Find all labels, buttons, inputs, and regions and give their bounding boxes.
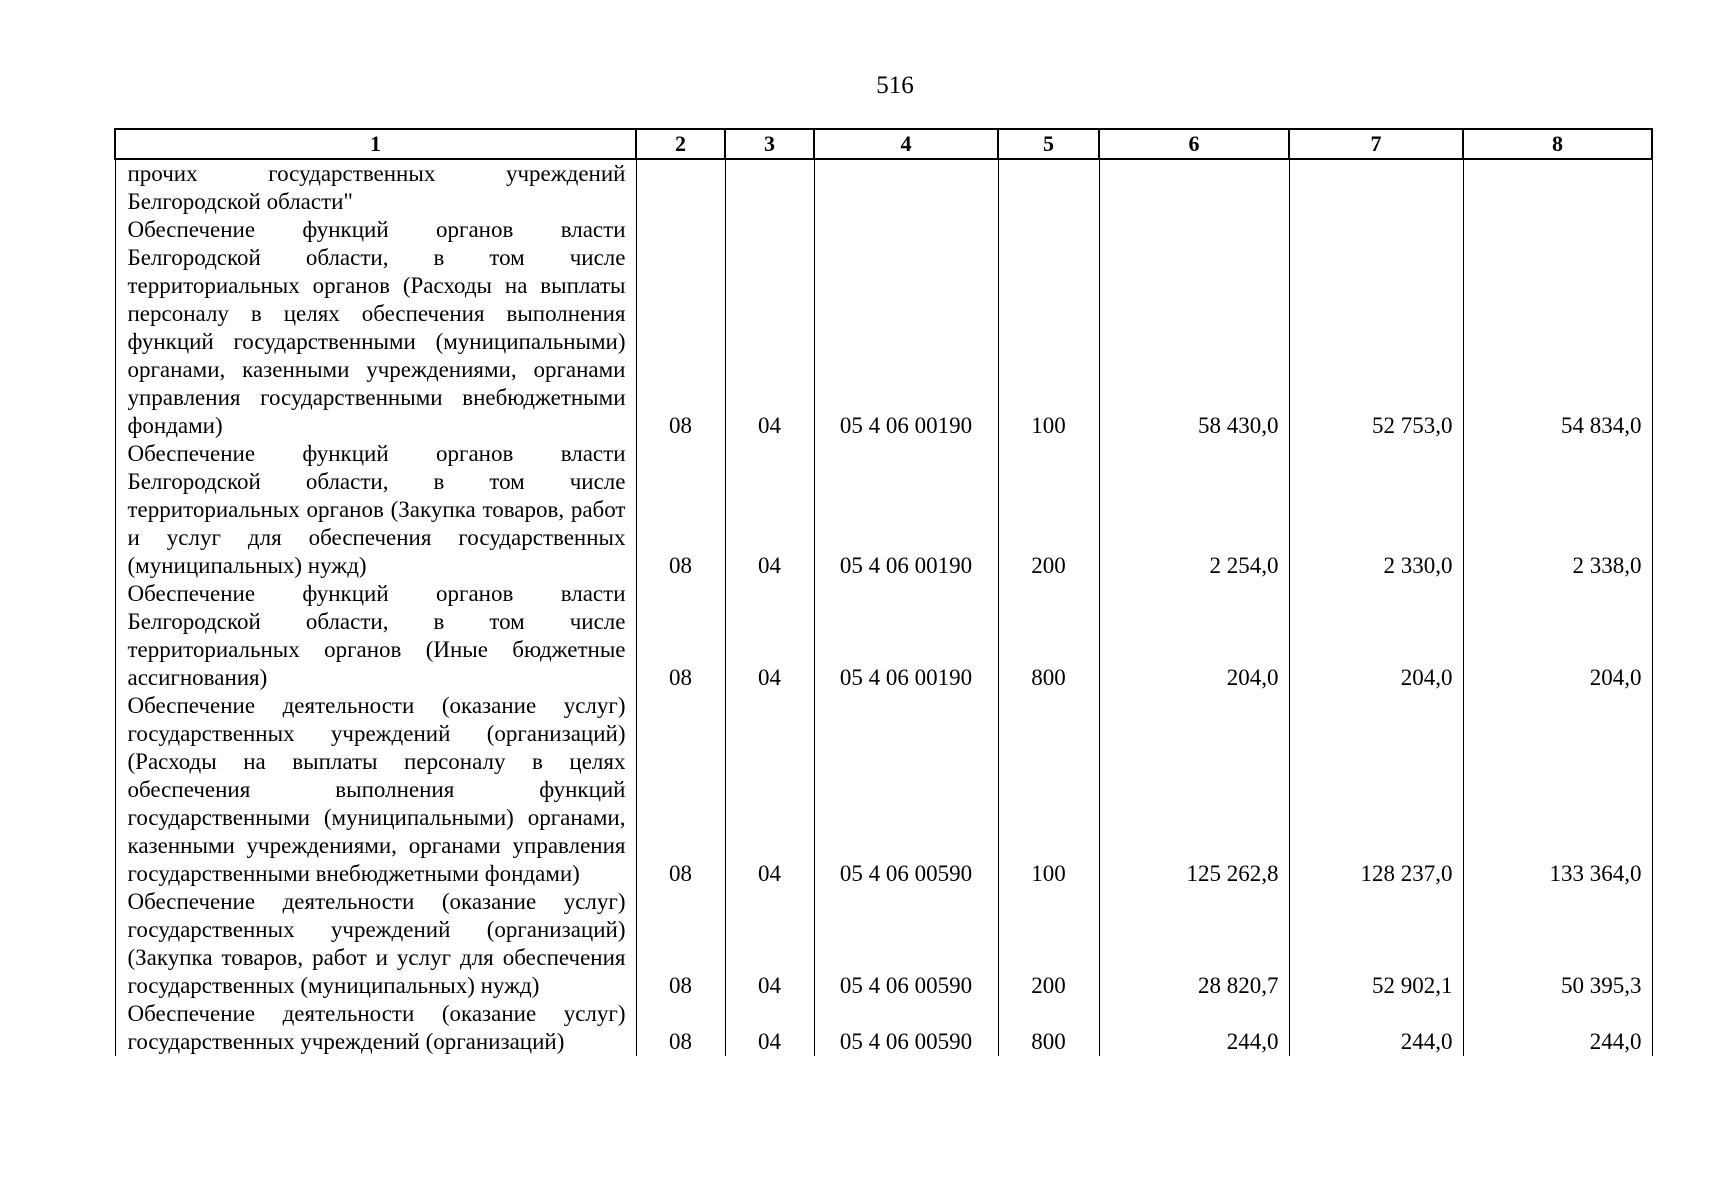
subsection-code: 04 xyxy=(725,692,814,888)
amount-col7 xyxy=(1289,159,1463,216)
subsection-code xyxy=(725,159,814,216)
amount-col8: 50 395,3 xyxy=(1463,888,1652,1000)
amount-col6: 244,0 xyxy=(1099,1000,1289,1056)
section-code: 08 xyxy=(636,440,725,580)
target-article-code xyxy=(814,159,998,216)
amount-col7: 52 902,1 xyxy=(1289,888,1463,1000)
table-row xyxy=(115,159,1652,216)
subsection-code: 04 xyxy=(725,888,814,1000)
col-header-7: 7 xyxy=(1289,129,1463,159)
amount-col6: 125 262,8 xyxy=(1099,692,1289,888)
subsection-code: 04 xyxy=(725,216,814,440)
row-description: Обеспечение функций органов власти Белгородской области, в том числе территориальных органов (Закупка товаров, работ и услуг для обеспечения государственных (муниципальных) нужд) xyxy=(115,440,636,580)
expense-type-code: 100 xyxy=(998,692,1099,888)
expense-type-code: 800 xyxy=(998,1000,1099,1056)
table-row xyxy=(115,1000,1652,1056)
amount-col8: 2 338,0 xyxy=(1463,440,1652,580)
amount-col8: 133 364,0 xyxy=(1463,692,1652,888)
amount-col7: 204,0 xyxy=(1289,580,1463,692)
row-description: Обеспечение функций органов власти Белгородской области, в том числе территориальных органов (Иные бюджетные ассигнования) xyxy=(115,580,636,692)
section-code: 08 xyxy=(636,692,725,888)
header-row xyxy=(115,129,1652,159)
row-description: прочих государственных учреждений Белгородской области" xyxy=(115,159,636,216)
amount-col8: 54 834,0 xyxy=(1463,216,1652,440)
expense-type-code: 200 xyxy=(998,440,1099,580)
row-description: Обеспечение деятельности (оказание услуг) государственных учреждений (организаций) (Закупка товаров, работ и услуг для обеспечения государственных (муниципальных) нужд) xyxy=(115,888,636,1000)
col-header-1: 1 xyxy=(115,129,636,159)
row-description: Обеспечение деятельности (оказание услуг) государственных учреждений (организаций) (Расходы на выплаты персоналу в целях обеспечения выполнения функций государственными (муниципальными) органами, казенными учреждениями, органами управления государственными внебюджетными фондами) xyxy=(115,692,636,888)
target-article-code: 05 4 06 00190 xyxy=(814,580,998,692)
target-article-code: 05 4 06 00190 xyxy=(814,216,998,440)
table-row xyxy=(115,580,1652,692)
amount-col6: 58 430,0 xyxy=(1099,216,1289,440)
col-header-4: 4 xyxy=(814,129,998,159)
amount-col7: 244,0 xyxy=(1289,1000,1463,1056)
row-description: Обеспечение деятельности (оказание услуг) государственных учреждений (организаций) xyxy=(115,1000,636,1056)
amount-col6: 2 254,0 xyxy=(1099,440,1289,580)
subsection-code: 04 xyxy=(725,580,814,692)
expense-type-code: 100 xyxy=(998,216,1099,440)
expense-type-code xyxy=(998,159,1099,216)
table-row xyxy=(115,216,1652,440)
amount-col6: 204,0 xyxy=(1099,580,1289,692)
col-header-8: 8 xyxy=(1463,129,1652,159)
target-article-code: 05 4 06 00590 xyxy=(814,692,998,888)
amount-col7: 52 753,0 xyxy=(1289,216,1463,440)
budget-table xyxy=(114,128,1653,1056)
col-header-3: 3 xyxy=(725,129,814,159)
row-description: Обеспечение функций органов власти Белгородской области, в том числе территориальных органов (Расходы на выплаты персоналу в целях обеспечения выполнения функций государственными (муниципальными) органами, казенными учреждениями, органами управления государственными внебюджетными фондами) xyxy=(115,216,636,440)
expense-type-code: 800 xyxy=(998,580,1099,692)
col-header-5: 5 xyxy=(998,129,1099,159)
amount-col8: 204,0 xyxy=(1463,580,1652,692)
page-number: 516 xyxy=(876,72,914,99)
amount-col7: 128 237,0 xyxy=(1289,692,1463,888)
subsection-code: 04 xyxy=(725,440,814,580)
section-code: 08 xyxy=(636,1000,725,1056)
amount-col7: 2 330,0 xyxy=(1289,440,1463,580)
section-code: 08 xyxy=(636,216,725,440)
table-row xyxy=(115,888,1652,1000)
target-article-code: 05 4 06 00190 xyxy=(814,440,998,580)
table-row xyxy=(115,692,1652,888)
expense-type-code: 200 xyxy=(998,888,1099,1000)
amount-col8: 244,0 xyxy=(1463,1000,1652,1056)
amount-col6: 28 820,7 xyxy=(1099,888,1289,1000)
target-article-code: 05 4 06 00590 xyxy=(814,1000,998,1056)
section-code xyxy=(636,159,725,216)
col-header-2: 2 xyxy=(636,129,725,159)
subsection-code: 04 xyxy=(725,1000,814,1056)
target-article-code: 05 4 06 00590 xyxy=(814,888,998,1000)
amount-col6 xyxy=(1099,159,1289,216)
amount-col8 xyxy=(1463,159,1652,216)
table-row xyxy=(115,440,1652,580)
col-header-6: 6 xyxy=(1099,129,1289,159)
section-code: 08 xyxy=(636,580,725,692)
section-code: 08 xyxy=(636,888,725,1000)
